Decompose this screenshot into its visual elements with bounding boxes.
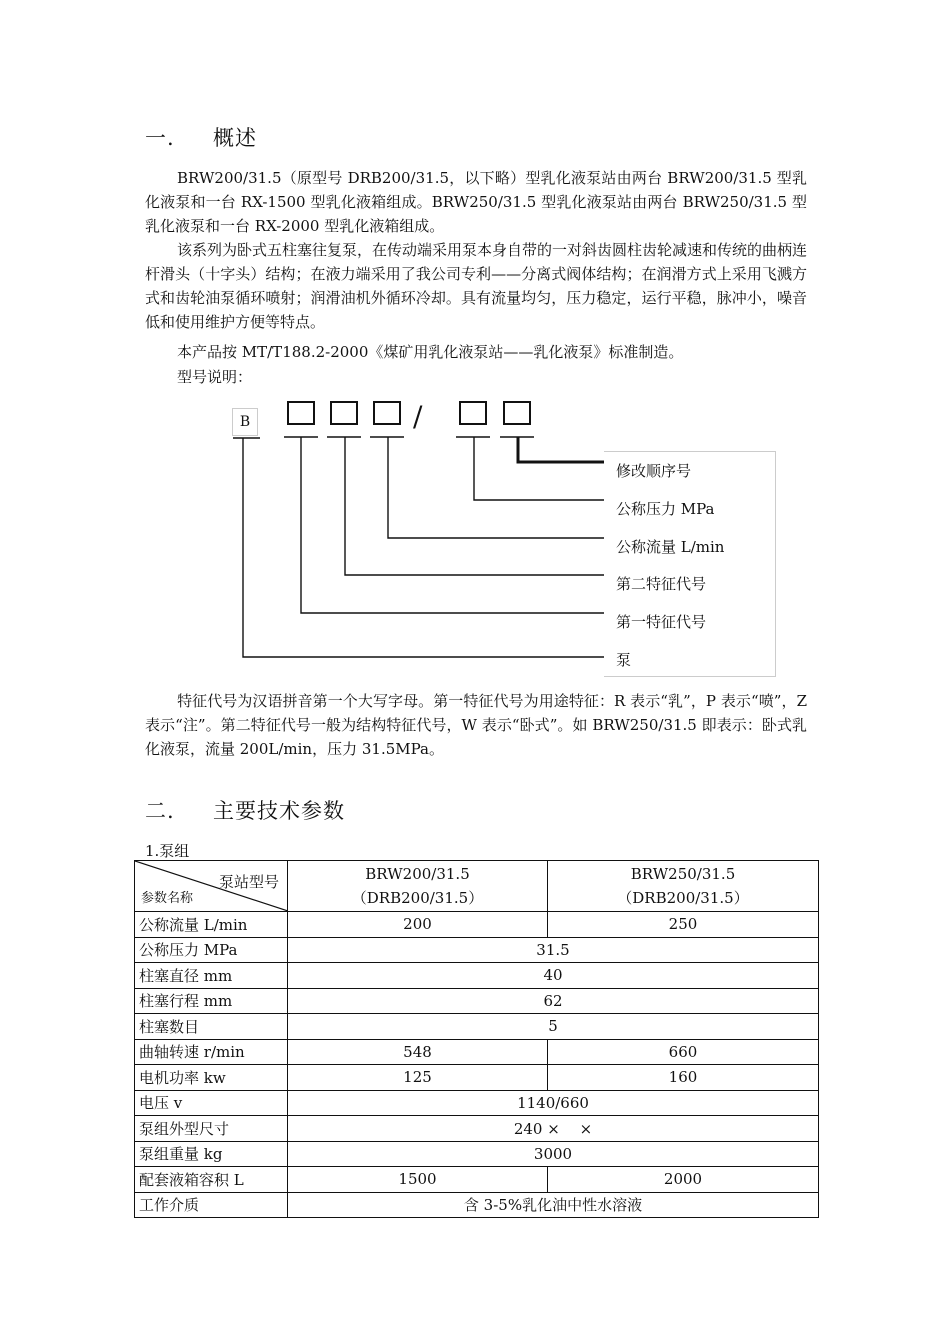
diagonal-header-cell bbox=[135, 861, 288, 912]
param-name-cell: 柱塞直径 mm bbox=[135, 963, 288, 989]
param-value-cell: 125 bbox=[288, 1065, 548, 1091]
param-name-cell: 泵组重量 kg bbox=[135, 1141, 288, 1167]
intro-p1-text: BRW200/31.5（原型号 DRB200/31.5，以下略）型乳化液泵站由两台 BRW200/31.5 型乳化液泵和一台 RX-1500 型乳化液箱组成。BRW250/31.5 型乳化液泵站由两台 BRW250/31.5 型乳化液泵和一台 RX-2000 型乳化液箱组成。 bbox=[145, 169, 807, 235]
section-number: 一. bbox=[145, 126, 175, 150]
column-header-model-1 bbox=[288, 861, 548, 912]
param-value-cell: 5 bbox=[288, 1014, 819, 1040]
feature-code-paragraph bbox=[145, 689, 807, 761]
legend-pressure: 公称压力 MPa bbox=[616, 500, 715, 518]
legend-revision: 修改顺序号 bbox=[616, 462, 692, 480]
header-param-label: 参数名称 bbox=[141, 891, 194, 906]
legend-first-feature: 第一特征代号 bbox=[616, 613, 707, 631]
table-row bbox=[135, 937, 819, 963]
param-value-cell: 2000 bbox=[548, 1167, 819, 1193]
param-name-cell: 柱塞行程 mm bbox=[135, 988, 288, 1014]
table-row bbox=[135, 963, 819, 989]
section-title: 概述 bbox=[213, 126, 257, 150]
table-row bbox=[135, 988, 819, 1014]
param-name-cell: 配套液箱容积 L bbox=[135, 1167, 288, 1193]
param-name-cell: 柱塞数目 bbox=[135, 1014, 288, 1040]
table-row bbox=[135, 1167, 819, 1193]
table-row bbox=[135, 1039, 819, 1065]
section-title: 主要技术参数 bbox=[213, 799, 345, 823]
param-name-cell: 电压 v bbox=[135, 1090, 288, 1116]
param-name-cell: 泵组外型尺寸 bbox=[135, 1116, 288, 1142]
param-value-cell: 1140/660 bbox=[288, 1090, 819, 1116]
param-name-cell: 公称压力 MPa bbox=[135, 937, 288, 963]
diagram-slash: / bbox=[413, 400, 423, 433]
legend-flow: 公称流量 L/min bbox=[616, 538, 725, 556]
param-value-cell: 40 bbox=[288, 963, 819, 989]
diagram-prefix-b: B bbox=[232, 408, 258, 436]
table-row bbox=[135, 1141, 819, 1167]
param-value-cell: 含 3-5%乳化油中性水溶液 bbox=[288, 1192, 819, 1218]
param-value-cell: 660 bbox=[548, 1039, 819, 1065]
model-name: BRW250/31.5 bbox=[630, 865, 736, 883]
legend-second-feature: 第二特征代号 bbox=[616, 575, 707, 593]
table-row bbox=[135, 1116, 819, 1142]
model-explain-label: 型号说明： bbox=[177, 368, 253, 386]
table-row bbox=[135, 1192, 819, 1218]
parameters-table bbox=[134, 860, 819, 1218]
header-model-label: 泵站型号 bbox=[218, 873, 279, 891]
param-name-cell: 电机功率 kw bbox=[135, 1065, 288, 1091]
param-value-cell: 200 bbox=[288, 912, 548, 938]
legend-pump: 泵 bbox=[616, 651, 632, 669]
table-header-row bbox=[135, 861, 819, 912]
param-value-cell: 31.5 bbox=[288, 937, 819, 963]
table-row bbox=[135, 1090, 819, 1116]
feature-code-text: 特征代号为汉语拼音第一个大写字母。第一特征代号为用途特征：R 表示“乳”，P 表示“喷”，Z 表示“注”。第二特征代号一般为结构特征代号，W 表示“卧式”。如 BRW250/31.5 即表示：卧式乳化液泵，流量 200L/min，压力 31.5MPa。 bbox=[145, 692, 807, 758]
model-name: BRW200/31.5 bbox=[365, 865, 470, 883]
table-row bbox=[135, 1014, 819, 1040]
param-name-cell: 曲轴转速 r/min bbox=[135, 1039, 288, 1065]
section-heading-parameters bbox=[145, 795, 345, 825]
param-value-cell: 62 bbox=[288, 988, 819, 1014]
param-value-cell: 548 bbox=[288, 1039, 548, 1065]
param-value-cell: 250 bbox=[548, 912, 819, 938]
param-name-cell: 工作介质 bbox=[135, 1192, 288, 1218]
param-name-cell: 公称流量 L/min bbox=[135, 912, 288, 938]
table-row bbox=[135, 1065, 819, 1091]
standard-line: 本产品按 MT/T188.2-2000《煤矿用乳化液泵站——乳化液泵》标准制造。 bbox=[177, 343, 684, 361]
model-old-name: （DRB200/31.5） bbox=[617, 889, 749, 907]
column-header-model-2 bbox=[548, 861, 819, 912]
param-value-cell: 3000 bbox=[288, 1141, 819, 1167]
intro-p2-text: 该系列为卧式五柱塞往复泵，在传动端采用泵本身自带的一对斜齿圆柱齿轮减速和传统的曲柄连杆滑头（十字头）结构；在液力端采用了我公司专利——分离式阀体结构；在润滑方式上采用飞溅方式和齿轮油泵循环喷射；润滑油机外循环冷却。具有流量均匀，压力稳定，运行平稳，脉冲小，噪音低和使用维护方便等特点。 bbox=[145, 241, 808, 331]
table-caption: 1.泵组 bbox=[145, 842, 190, 860]
section-number: 二. bbox=[145, 799, 175, 823]
param-value-cell: 1500 bbox=[288, 1167, 548, 1193]
model-old-name: （DRB200/31.5） bbox=[351, 889, 484, 907]
param-value-cell: 240 × × bbox=[288, 1116, 819, 1142]
param-value-cell: 160 bbox=[548, 1065, 819, 1091]
table-row bbox=[135, 912, 819, 938]
